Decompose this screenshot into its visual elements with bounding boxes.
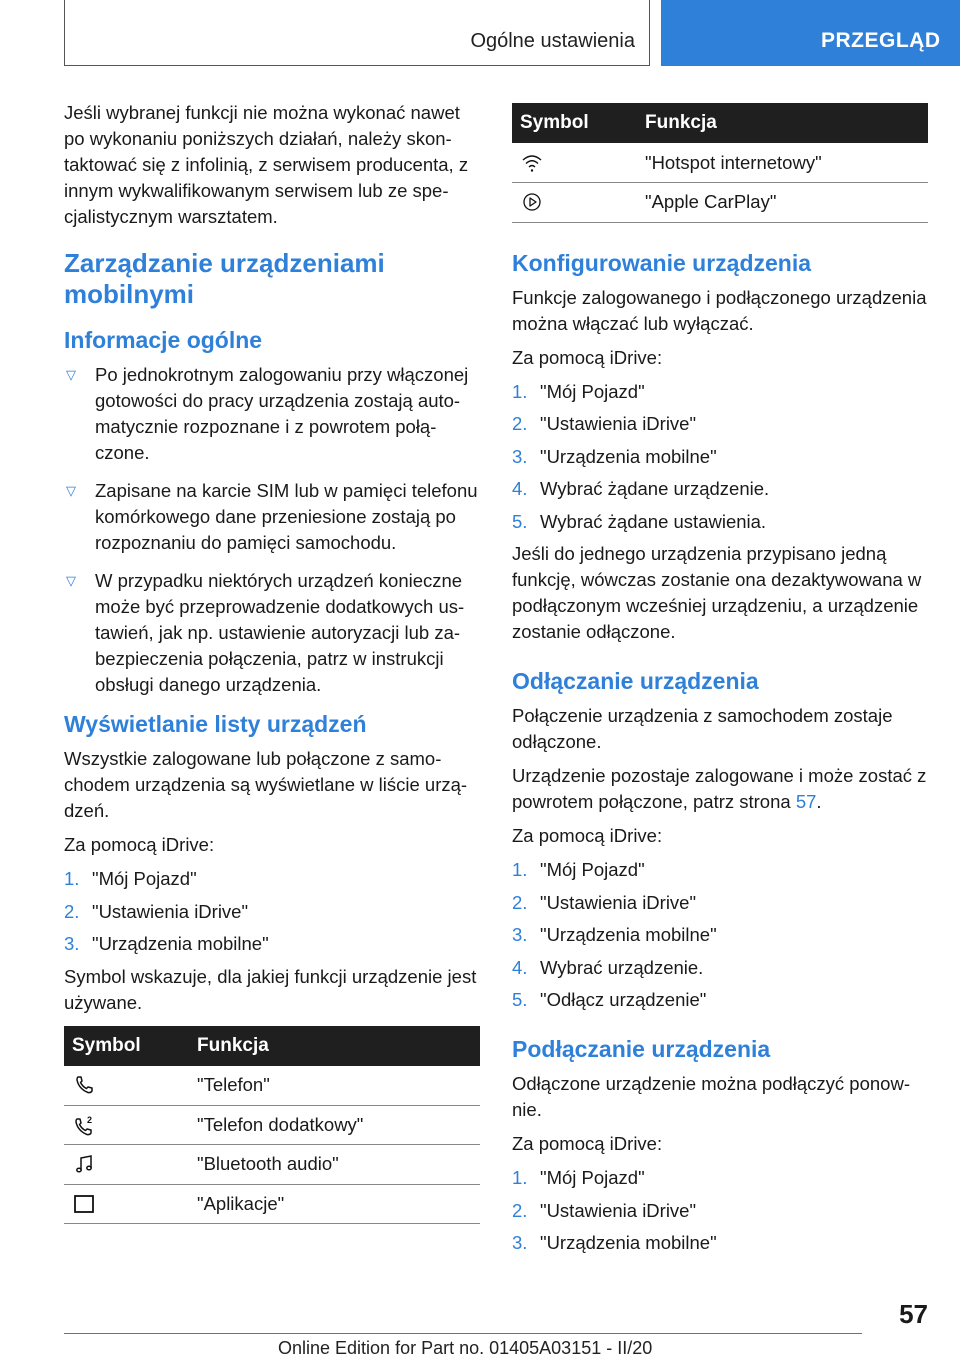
step-item: 3. "Urządzenia mobilne" <box>512 1232 717 1253</box>
step-item: 5. "Odłącz urządzenie" <box>512 989 707 1010</box>
step-item: 1. "Mój Pojazd" <box>512 380 645 402</box>
step-item: 3. "Urządzenia mobilne" <box>64 933 269 954</box>
step-item: 5. Wybrać żądane ustawienia. <box>512 510 767 532</box>
overview-tab-label: PRZEGLĄD <box>821 29 941 52</box>
table-row: "Apple CarPlay" <box>512 183 928 223</box>
disconnect-paragraph-2: Urządzenie pozostaje zalogowane i może zostać z powrotem połączone, patrz strona 57. <box>512 765 927 812</box>
header-section-box <box>64 0 650 66</box>
music-note-icon <box>72 1152 96 1176</box>
connect-heading: Podłączanie urządzenia <box>512 1036 771 1062</box>
idrive-label: Za pomocą iDrive: <box>512 825 663 846</box>
step-item: 4. Wybrać urządzenie. <box>512 956 704 978</box>
phone-2-icon <box>72 1113 96 1137</box>
triangle-bullet-icon: ▽ <box>66 573 76 588</box>
table-header-row <box>64 1026 480 1066</box>
carplay-icon <box>520 190 544 214</box>
overview-tab[interactable] <box>661 0 960 66</box>
right-column <box>512 103 928 1263</box>
step-item: 3. "Urządzenia mobilne" <box>512 924 717 945</box>
device-list-paragraph: Wszystkie zalogowane lub połączone z samochodem urządzenia są wyświetlane w liście urządzeń. <box>64 748 468 821</box>
device-list-heading: Wyświetlanie listy urządzeń <box>64 711 367 737</box>
configure-steps <box>512 379 928 535</box>
configure-paragraph: Funkcje zalogowanego i podłączonego urządzenia można włączać lub wyłączać. <box>512 286 927 334</box>
idrive-label: Za pomocą iDrive: <box>512 346 663 368</box>
device-list-steps <box>64 866 480 957</box>
idrive-label: Za pomocą iDrive: <box>64 834 215 855</box>
step-item: 4. Wybrać żądane urządzenie. <box>512 478 770 499</box>
configure-note: Jeśli do jednego urządzenia przypisano jedną funkcję, wówczas zostanie ona dezaktywowana w podłączonym wcześniej urządzeniu, a urządzenie zostanie odłączone. <box>512 543 922 642</box>
left-column <box>64 100 480 1224</box>
phone-icon <box>72 1073 96 1097</box>
connect-paragraph: Odłączone urządzenie można podłączyć ponownie. <box>512 1073 910 1120</box>
page-number: 57 <box>899 1299 928 1329</box>
step-item: 1. "Mój Pojazd" <box>512 859 645 880</box>
connect-steps <box>512 1165 928 1256</box>
table-header-row <box>512 103 928 143</box>
section-title: Ogólne ustawienia <box>470 30 635 52</box>
footer-text: Online Edition for Part no. 01405A03151 - II/20 <box>278 1338 653 1358</box>
table-row: "Aplikacje" <box>64 1184 480 1224</box>
step-item: 1. "Mój Pojazd" <box>512 1167 645 1188</box>
symbol-table <box>64 1026 480 1225</box>
step-item: 2. "Ustawienia iDrive" <box>512 891 697 913</box>
column-header-function: Funkcja <box>189 1026 480 1066</box>
disconnect-heading: Odłączanie urządzenia <box>512 668 759 694</box>
column-header-symbol: Symbol <box>512 103 637 143</box>
step-item: 1. "Mój Pojazd" <box>64 868 197 889</box>
step-item: 2. "Ustawienia iDrive" <box>512 1199 697 1221</box>
step-item: 2. "Ustawienia iDrive" <box>64 900 249 922</box>
disconnect-steps <box>512 857 928 1013</box>
table-row: "Bluetooth audio" <box>64 1145 480 1185</box>
triangle-bullet-icon: ▽ <box>66 483 76 498</box>
symbol-paragraph: Symbol wskazuje, dla jakiej funkcji urządzenie jest używane. <box>64 965 477 1013</box>
list-item: ▽ Po jednokrotnym zalogowaniu przy włączonej gotowości do pracy urządzenia zostają automatycznie rozpoznane i z powrotem połączone. <box>66 364 469 463</box>
table-row: 2 "Telefon dodatkowy" <box>64 1105 480 1145</box>
svg-text:2: 2 <box>87 1114 93 1125</box>
idrive-label: Za pomocą iDrive: <box>512 1133 663 1154</box>
configure-heading: Konfigurowanie urządzenia <box>512 249 812 276</box>
symbol-table-continued <box>512 103 928 223</box>
table-row: "Telefon" <box>64 1066 480 1106</box>
table-row: "Hotspot internetowy" <box>512 143 928 183</box>
list-item: ▽ Zapisane na karcie SIM lub w pamięci telefonu komórkowego dane przeniesione zostają po rozpoznaniu do pamięci samochodu. <box>66 480 478 553</box>
general-info-heading: Informacje ogólne <box>64 327 263 353</box>
column-header-function: Funkcja <box>637 103 928 143</box>
step-item: 3. "Urządzenia mobilne" <box>512 445 717 467</box>
list-item: ▽ W przypadku niektórych urządzeń konieczne może być przeprowadzenie dodatkowych ustawień, jak np. ustawienie autoryzacji lub zabezpieczenia połączenia, patrz w instrukcji obsługi danego urządzenia. <box>66 570 465 695</box>
wifi-icon <box>520 151 544 175</box>
app-square-icon <box>72 1192 96 1216</box>
disconnect-paragraph: Połączenie urządzenia z samochodem zostaje odłączone. <box>512 705 893 752</box>
page-link[interactable]: 57 <box>795 791 817 812</box>
footer-divider <box>64 1333 862 1334</box>
intro-paragraph: Jeśli wybranej funkcji nie można wykonać nawet po wykonaniu poniższych działań, należy skontaktować się z infolinią, z serwisem producenta, z innym wykwalifikowanym serwisem lub ze specjalistycznym warsztatem. <box>64 102 469 227</box>
triangle-bullet-icon: ▽ <box>66 367 76 382</box>
column-header-symbol: Symbol <box>64 1026 189 1066</box>
general-info-list <box>64 362 480 698</box>
main-heading: Zarządzanie urządzeniami mobilnymi <box>64 248 385 309</box>
step-item: 2. "Ustawienia iDrive" <box>512 413 697 434</box>
